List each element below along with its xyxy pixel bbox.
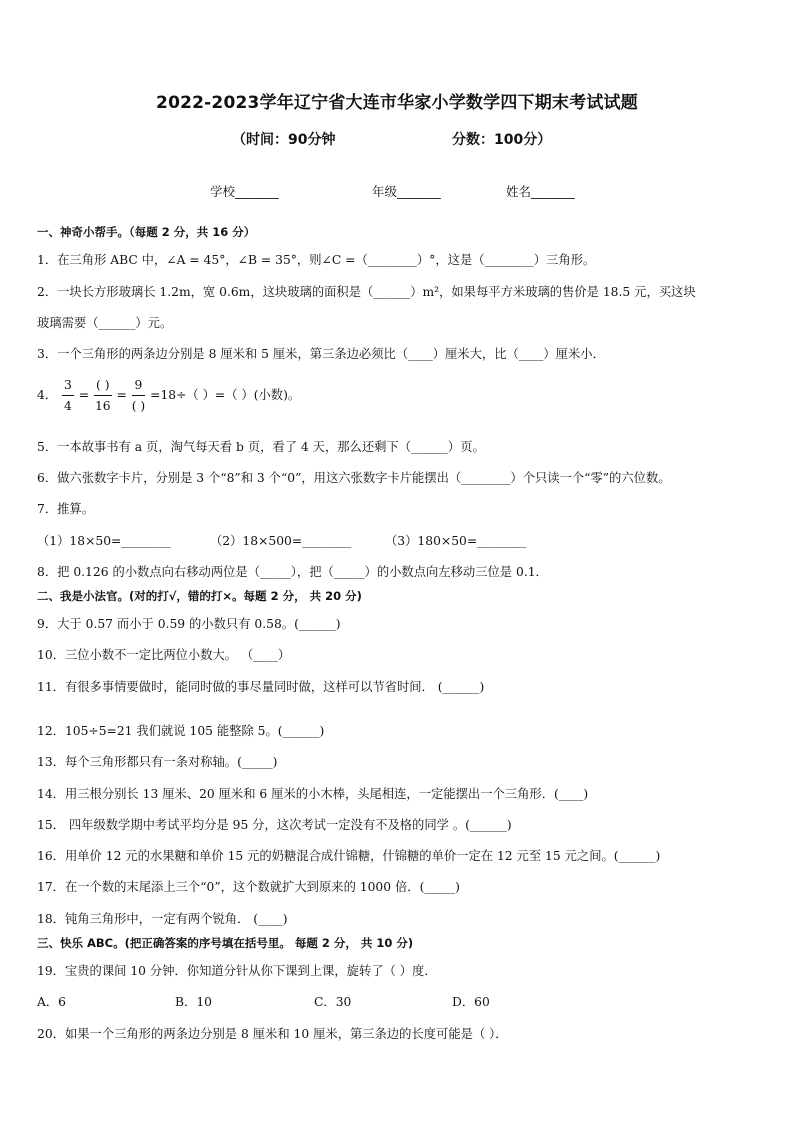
section-heading-2: 二、我是小法官。(对的打√，错的打×。每题 2 分， 共 20 分) (37, 589, 362, 603)
question-4-rest: =18÷（ ）=（ ）(小数)。 (150, 388, 301, 402)
question-15: 15． 四年级数学期中考试平均分是 95 分，这次考试一定没有不及格的同学 。(______) (37, 818, 512, 832)
question-19: 19．宝贵的课间 10 分钟．你知道分针从你下课到上课，旋转了（ ）度． (37, 964, 437, 978)
question-12: 12．105÷5=21 我们就说 105 能整除 5。(______) (37, 724, 325, 738)
question-2-line-1: 2．一块长方形玻璃长 1.2m，宽 0.6m，这块玻璃的面积是（______）m²，如果每平方米玻璃的售价是 18.5 元，买这块 (37, 285, 696, 299)
question-11: 11．有很多事情要做时，能同时做的事尽量同时做，这样可以节省时间． (______) (37, 680, 485, 694)
question-4 (37, 375, 300, 416)
question-14: 14．用三根分别长 13 厘米、20 厘米和 6 厘米的小木棒，头尾相连，一定能摆出一个三角形．(____) (37, 787, 589, 801)
question-7-sub-2: （2）18×500=________ (210, 534, 352, 548)
option-c: C．30 (314, 995, 352, 1009)
section-heading-1: 一、神奇小帮手。（每题 2 分，共 16 分） (37, 225, 256, 239)
option-d: D．60 (452, 995, 490, 1009)
fraction-2-denominator: 16 (94, 399, 111, 413)
fraction-3 (132, 375, 146, 416)
question-7-sub-1: （1）18×50=________ (37, 534, 171, 548)
question-2-line-2: 玻璃需要（______）元。 (37, 316, 173, 330)
question-17: 17．在一个数的末尾添上三个“0”，这个数就扩大到原来的 1000 倍．(_____) (37, 880, 460, 894)
question-4-number: 4． (37, 388, 58, 402)
exam-score: 分数：100分） (452, 132, 552, 148)
fraction-3-denominator: ( ) (131, 399, 146, 413)
equals-sign: = (78, 388, 90, 402)
school-field: 学校_______ (210, 184, 279, 199)
question-10: 10．三位小数不一定比两位小数大。 （____） (37, 648, 291, 662)
question-1: 1．在三角形 ABC 中，∠A = 45°，∠B = 35°，则∠C =（________）°，这是（________）三角形。 (37, 253, 596, 267)
question-9: 9．大于 0.57 而小于 0.59 的小数只有 0.58。(______) (37, 617, 341, 631)
question-8: 8．把 0.126 的小数点向右移动两位是（_____），把（_____）的小数点向左移动三位是 0.1． (37, 565, 548, 579)
question-18: 18．钝角三角形中，一定有两个锐角． (____) (37, 912, 288, 926)
fraction-1-numerator: 3 (62, 375, 74, 396)
option-a: A．6 (37, 995, 67, 1009)
option-b: B．10 (175, 995, 212, 1009)
fraction-1-denominator: 4 (64, 399, 72, 413)
name-field: 姓名_______ (506, 184, 575, 199)
equals-sign: = (116, 388, 127, 402)
question-20: 20．如果一个三角形的两条边分别是 8 厘米和 10 厘米，第三条边的长度可能是（ ）． (37, 1027, 508, 1041)
fraction-2 (94, 375, 112, 416)
page-title: 2022-2023学年辽宁省大连市华家小学数学四下期末考试试题 (156, 93, 638, 113)
question-7-sub-3: （3）180×50=________ (385, 534, 527, 548)
question-7: 7．推算。 (37, 502, 95, 516)
question-16: 16．用单价 12 元的水果糖和单价 15 元的奶糖混合成什锦糖，什锦糖的单价一定在 12 元至 15 元之间。(______) (37, 849, 661, 863)
fraction-3-numerator: 9 (132, 375, 146, 396)
question-5: 5．一本故事书有 a 页，淘气每天看 b 页，看了 4 天，那么还剩下（______）页。 (37, 440, 485, 454)
section-heading-3: 三、快乐 ABC。(把正确答案的序号填在括号里。 每题 2 分， 共 10 分) (37, 936, 414, 950)
question-13: 13．每个三角形都只有一条对称轴。(_____) (37, 755, 278, 769)
fraction-2-numerator: ( ) (94, 375, 112, 396)
fraction-1 (62, 375, 74, 416)
question-3: 3．一个三角形的两条边分别是 8 厘米和 5 厘米，第三条边必须比（____）厘米大，比（____）厘米小． (37, 347, 605, 361)
grade-field: 年级_______ (372, 184, 441, 199)
question-6: 6．做六张数字卡片，分别是 3 个“8”和 3 个“0”，用这六张数字卡片能摆出（________）个只读一个“零”的六位数。 (37, 471, 671, 485)
exam-time: （时间：90分钟 (232, 132, 336, 148)
